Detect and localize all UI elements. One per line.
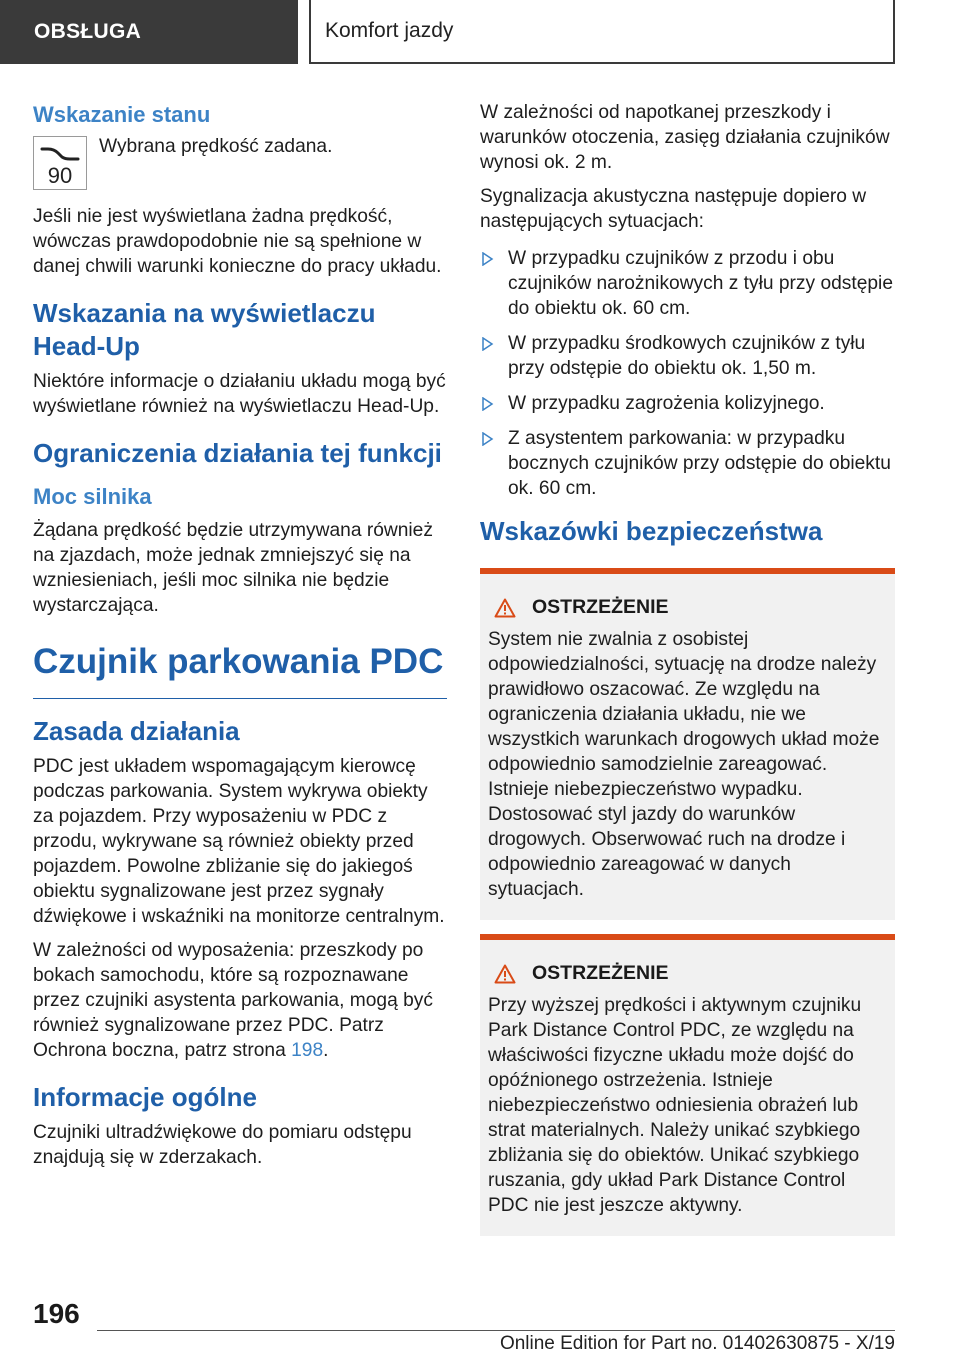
- triangle-bullet-icon: [480, 337, 494, 351]
- warning-text: System nie zwalnia z osobistej odpowiedzialności, sytuację na drodze należy prawidłowo oszacować. Ze względu na ograniczenia działania układu, nie we wszystkich warunkach drogowych układ może odpowiednio samodzielnie zareagować. Istnieje niebezpieczeństwo wypadku. Dostosować styl jazdy do warunków drogowych. Obserwować ruch na drodze i odpowiednio zareagować w danych sytuacjach.: [488, 629, 880, 900]
- list-item-text: W przypadku zagrożenia kolizyjnego.: [508, 393, 825, 414]
- edition-text: Online Edition for Part no. 01402630875 - X/19: [499, 1333, 895, 1354]
- triangle-bullet-icon: [480, 397, 494, 411]
- cruise-speed-icon: [33, 136, 87, 190]
- right-column: [480, 100, 895, 1236]
- paragraph-head-up: Niektóre informacje o działaniu układu mogą być wyświetlane również na wyświetlaczu Head-Up.: [33, 371, 446, 417]
- paragraph-moc-silnika: Żądana prędkość będzie utrzymywana również na zjazdach, może jednak zmniejszyć się na wzniesieniach, jeśli moc silnika nie będzie wystarczająca.: [33, 520, 433, 616]
- chapter-label: Komfort jazdy: [325, 19, 454, 42]
- heading-moc-silnika: Moc silnika: [33, 484, 152, 509]
- paragraph-zasada-1: PDC jest układem wspomagającym kierowcę podczas parkowania. System wykrywa obiekty za pojazdem. Przy wyposażeniu w PDC z przodu, wykrywane są również obiekty przed pojazdem. Powolne zbliżanie się do jakiegoś obiektu sygnalizowane jest przez sygnały dźwiękowe i wskaźniki na monitorze centralnym.: [33, 756, 445, 927]
- list-item-text: W przypadku czujników z przodu i obu czujników narożnikowych z tyłu przy odstępie do obiektu ok. 60 cm.: [508, 248, 893, 319]
- icon-speed-number: 90: [47, 163, 73, 188]
- heading-head-up: Wskazania na wyświetlaczu Head-Up: [33, 298, 376, 361]
- section-label: OBSŁUGA: [34, 20, 142, 43]
- warning-title-row: [488, 962, 887, 985]
- section-tab: [0, 0, 298, 64]
- icon-row: [33, 136, 447, 190]
- heading-wskazanie-stanu: Wskazanie stanu: [33, 102, 211, 127]
- footer-rule: [97, 1330, 895, 1331]
- icon-caption: Wybrana prędkość zadana.: [99, 136, 333, 157]
- paragraph-wskazanie: Jeśli nie jest wyświetlana żadna prędkość, wówczas prawdopodobnie nie są spełnione w danej chwili warunki konieczne do pracy układu.: [33, 206, 442, 277]
- triangle-bullet-icon: [480, 432, 494, 446]
- warning-text: Przy wyższej prędkości i aktywnym czujniku Park Distance Control PDC, ze względu na właściwości fizyczne układu może dojść do opóźnionego ostrzeżenia. Istnieje niebezpieczeństwo odniesienia obrażeń lub strat materialnych. Należy unikać szybkiego zbliżania się do obiektów. Unikać szybkiego ruszania, gdy układ Park Distance Control PDC nie jest jeszcze aktywny.: [488, 995, 862, 1216]
- warning-triangle-icon: [494, 964, 516, 984]
- left-column: [33, 100, 447, 1179]
- warning-title: OSTRZEŻENIE: [532, 596, 669, 618]
- list-item: [480, 246, 895, 321]
- heading-pdc: Czujnik parkowania PDC: [33, 640, 447, 699]
- heading-bezpieczenstwo: Wskazówki bezpieczeństwa: [480, 516, 823, 546]
- conditions-list: [480, 246, 895, 501]
- page-number: 196: [33, 1298, 80, 1329]
- triangle-bullet-icon: [480, 252, 494, 266]
- paragraph-zasada-2-text: W zależności od wyposażenia: przeszkody po bokach samochodu, które są rozpoznawane przez czujniki asystenta parkowania, mogą być również sygnalizowane przez PDC. Patrz Ochrona boczna, patrz strona: [33, 940, 433, 1061]
- warning-triangle-icon: [494, 598, 516, 618]
- list-item: [480, 426, 895, 501]
- heading-ograniczenia: Ograniczenia działania tej funkcji: [33, 438, 442, 468]
- warning-title: OSTRZEŻENIE: [532, 962, 669, 984]
- list-item-text: W przypadku środkowych czujników z tyłu przy odstępie do obiektu ok. 1,50 m.: [508, 333, 866, 379]
- paragraph-informacje: Czujniki ultradźwiękowe do pomiaru odstępu znajdują się w zderzakach.: [33, 1122, 412, 1168]
- paragraph-intro-1: W zależności od napotkanej przeszkody i warunków otoczenia, zasięg działania czujników wynosi ok. 2 m.: [480, 102, 890, 173]
- paragraph-zasada-2: [33, 938, 447, 1063]
- page-link-198[interactable]: 198: [291, 1040, 324, 1061]
- paragraph-intro-2: Sygnalizacja akustyczna następuje dopiero w następujących sytuacjach:: [480, 186, 867, 232]
- warning-box-2: [480, 934, 895, 1236]
- paragraph-zasada-2-end: .: [323, 1040, 329, 1061]
- list-item-text: Z asystentem parkowania: w przypadku bocznych czujników przy odstępie do obiektu ok. 60 cm.: [508, 428, 891, 499]
- warning-title-row: [488, 596, 887, 619]
- warning-box-1: [480, 568, 895, 920]
- heading-informacje: Informacje ogólne: [33, 1082, 257, 1112]
- list-item: [480, 391, 895, 416]
- chapter-tab: [311, 0, 895, 64]
- list-item: [480, 331, 895, 381]
- heading-zasada: Zasada działania: [33, 716, 240, 746]
